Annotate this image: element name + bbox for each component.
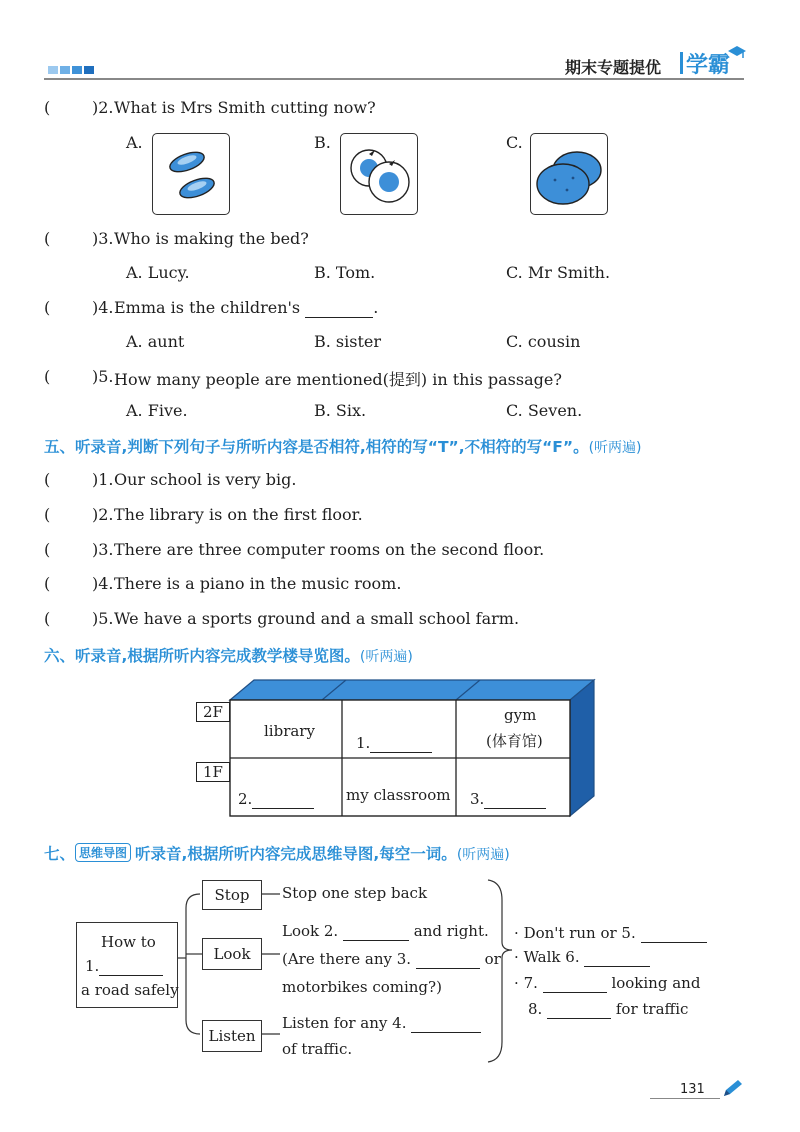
building-diagram [196,678,600,822]
potatoes-icon [531,134,607,214]
q4-option-a: A. aunt [126,332,185,351]
q2-image-a [152,133,230,215]
answer-paren-open: ( [44,98,51,117]
meat-slices-icon [153,134,229,214]
q4-option-c: C. cousin [506,332,581,351]
room-my-classroom: my classroom [346,786,451,804]
blank-1[interactable] [370,734,432,753]
q5-number: )5. [92,367,114,386]
blank-mm-4[interactable] [411,1014,481,1033]
center-line2: 1. [85,957,163,976]
answer-paren-open: ( [44,229,51,248]
floor-label-1f: 1F [196,762,230,782]
blank-2[interactable] [252,790,314,809]
q2-number: )2. [92,98,114,117]
q3-option-c: C. Mr Smith. [506,263,611,282]
blank-mm-1[interactable] [99,957,163,976]
room-blank-1: 1. [356,734,432,753]
q2-option-b: B. [314,133,331,152]
section7-heading: 七、 思维导图 听录音,根据所听内容完成思维导图,每空一词。(听两遍) [44,845,510,863]
q2-option-a: A. [126,133,143,152]
answer-paren-open: ( [44,367,51,386]
blank-mm-3[interactable] [416,950,480,969]
header-rule [44,78,744,80]
room-blank-3: 3. [470,790,546,809]
q3-option-a: A. Lucy. [126,263,190,282]
section6-heading: 六、听录音,根据所听内容完成教学楼导览图。(听两遍) [44,647,413,665]
answer-paren-open: ( [44,505,51,524]
right-item-4: 8. for traffic [528,1000,689,1018]
s5-item1-text: Our school is very big. [114,470,297,489]
look-node: Look [202,938,262,970]
q5-text: How many people are mentioned(提到) in this passage? [114,370,562,389]
blank-3[interactable] [484,790,546,809]
blank-mm-2[interactable] [343,922,409,941]
header-divider [680,52,683,74]
pencil-icon [722,1080,744,1102]
q2-image-c [530,133,608,215]
blank-mm-5[interactable] [641,924,707,943]
s5-item3-text: There are three computer rooms on the second floor. [114,540,545,559]
q3-text: Who is making the bed? [114,229,309,248]
answer-paren-open: ( [44,470,51,489]
mind-map-tag: 思维导图 [75,843,131,862]
graduation-cap-icon [728,44,746,63]
blank-mm-6[interactable] [584,948,650,967]
answer-paren-open: ( [44,540,51,559]
q4-number: )4. [92,298,114,317]
footer-rule [650,1098,720,1099]
center-line3: a road safely [81,981,179,999]
stop-node: Stop [202,880,262,910]
stop-text: Stop one step back [282,884,428,902]
q4-text: Emma is the children's . [114,298,379,317]
answer-paren-open: ( [44,609,51,628]
q5-option-a: A. Five. [126,401,188,420]
right-item-2: · Walk 6. [514,948,650,967]
s5-item5-number: )5. [92,609,114,628]
q3-number: )3. [92,229,114,248]
header-title: 期末专题提优 [565,58,662,77]
look-line2: (Are there any 3. or [282,950,501,968]
q2-text: What is Mrs Smith cutting now? [114,98,376,117]
s5-item4-number: )4. [92,574,114,593]
right-item-1: · Don't run or 5. [514,924,707,943]
s5-item1-number: )1. [92,470,114,489]
blank-mm-8[interactable] [547,1000,611,1019]
q4-option-b: B. sister [314,332,382,351]
listen-line1: Listen for any 4. [282,1014,481,1033]
q2-option-c: C. [506,133,523,152]
look-line3: motorbikes coming?) [282,978,442,996]
section5-heading: 五、听录音,判断下列句子与所听内容是否相符,相符的写“T”,不相符的写“F”。(听两遍) [44,438,642,456]
s5-item5-text: We have a sports ground and a small school farm. [114,609,520,628]
answer-paren-open: ( [44,574,51,593]
room-library: library [264,722,315,740]
tomatoes-icon [341,134,417,214]
floor-label-2f: 2F [196,702,230,722]
room-gym-cn: (体育馆) [486,732,543,750]
answer-paren-open: ( [44,298,51,317]
page-number: 131 [680,1082,705,1097]
blank-mm-7[interactable] [543,974,607,993]
q4-blank[interactable] [305,298,373,318]
right-item-3: · 7. looking and [514,974,701,992]
room-blank-2: 2. [238,790,314,809]
s5-item3-number: )3. [92,540,114,559]
s5-item2-text: The library is on the first floor. [114,505,363,524]
q2-image-b [340,133,418,215]
look-line1: Look 2. and right. [282,922,489,940]
mind-map-center [76,922,178,1008]
s5-item2-number: )2. [92,505,114,524]
listen-line2: of traffic. [282,1040,353,1058]
q3-option-b: B. Tom. [314,263,376,282]
center-line1: How to [101,933,156,951]
s5-item4-text: There is a piano in the music room. [114,574,402,593]
room-gym: gym [504,706,537,724]
listen-node: Listen [202,1020,262,1052]
q5-option-b: B. Six. [314,401,367,420]
q5-option-c: C. Seven. [506,401,583,420]
header-decoration [48,64,94,74]
header-brand: 学霸 [686,53,731,78]
